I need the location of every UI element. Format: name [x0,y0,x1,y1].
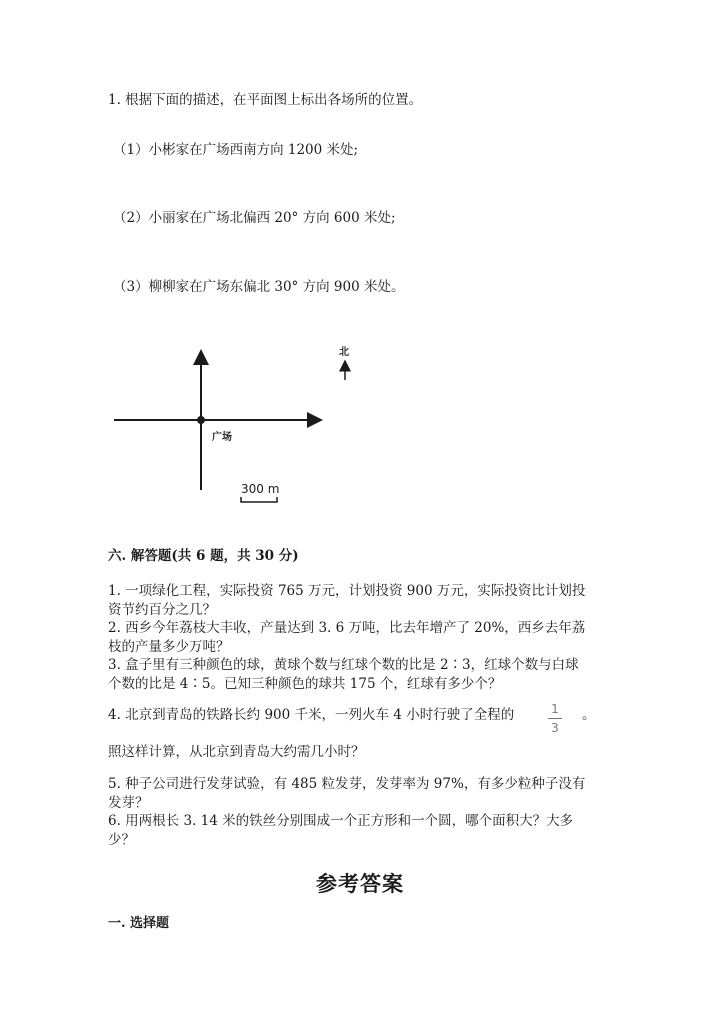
section6-heading: 六. 解答题(共 6 题，共 30 分) [108,548,299,564]
problem-1-line-2: 资节约百分之几？ [108,602,216,618]
problem-4-line-2: 照这样计算，从北京到青岛大约需几小时？ [108,744,365,760]
center-point [197,416,205,424]
problem-6-line-1: 6. 用两根长 3. 14 米的铁丝分别围成一个正方形和一个圆，哪个面积大？大多 [108,813,574,829]
q1-item-2: （2）小丽家在广场北偏西 20° 方向 600 米处; [113,210,396,226]
answers-section-1: 一. 选择题 [108,916,170,931]
problem-1-line-1: 1. 一项绿化工程，实际投资 765 万元，计划投资 900 万元，实际投资比计划投 [108,583,586,599]
problem-5-line-1: 5. 种子公司进行发芽试验，有 485 粒发芽，发芽率为 97%，有多少粒种子没有 [108,776,586,792]
scale-bar [241,497,277,502]
problem-3-line-1: 3. 盒子里有三种颜色的球，黄球个数与红球个数的比是 2∶3，红球个数与白球 [108,657,579,673]
problem-4-line-1: 4. 北京到青岛的铁路长约 900 千米，一列火车 4 小时行驶了全程的 [108,707,515,723]
q1-item-3: （3）柳柳家在广场东偏北 30° 方向 900 米处。 [113,279,405,295]
q1-item-1: （1）小彬家在广场西南方向 1200 米处; [113,142,359,158]
answers-title: 参考答案 [316,871,404,896]
problem-5-line-2: 发芽？ [108,795,149,811]
fraction-one-third [548,702,562,735]
problem-2-line-2: 枝的产量多少万吨？ [108,639,230,655]
fraction-denominator: 3 [551,721,559,735]
center-label: 广场 [212,432,232,443]
scale-label: 300 m [241,482,280,496]
problem-2-line-1: 2. 西乡今年荔枝大丰收，产量达到 3. 6 万吨，比去年增产了 20%，西乡去年荔 [108,620,586,636]
north-label: 北 [339,347,349,358]
problem-3-line-2: 个数的比是 4∶5。已知三种颜色的球共 175 个，红球有多少个？ [108,676,502,692]
problem-6-line-2: 少？ [108,832,135,848]
problem-4-period: 。 [582,707,596,723]
fraction-numerator: 1 [551,702,559,716]
q1-title: 1. 根据下面的描述，在平面图上标出各场所的位置。 [108,92,423,108]
fraction-bar [548,718,562,719]
